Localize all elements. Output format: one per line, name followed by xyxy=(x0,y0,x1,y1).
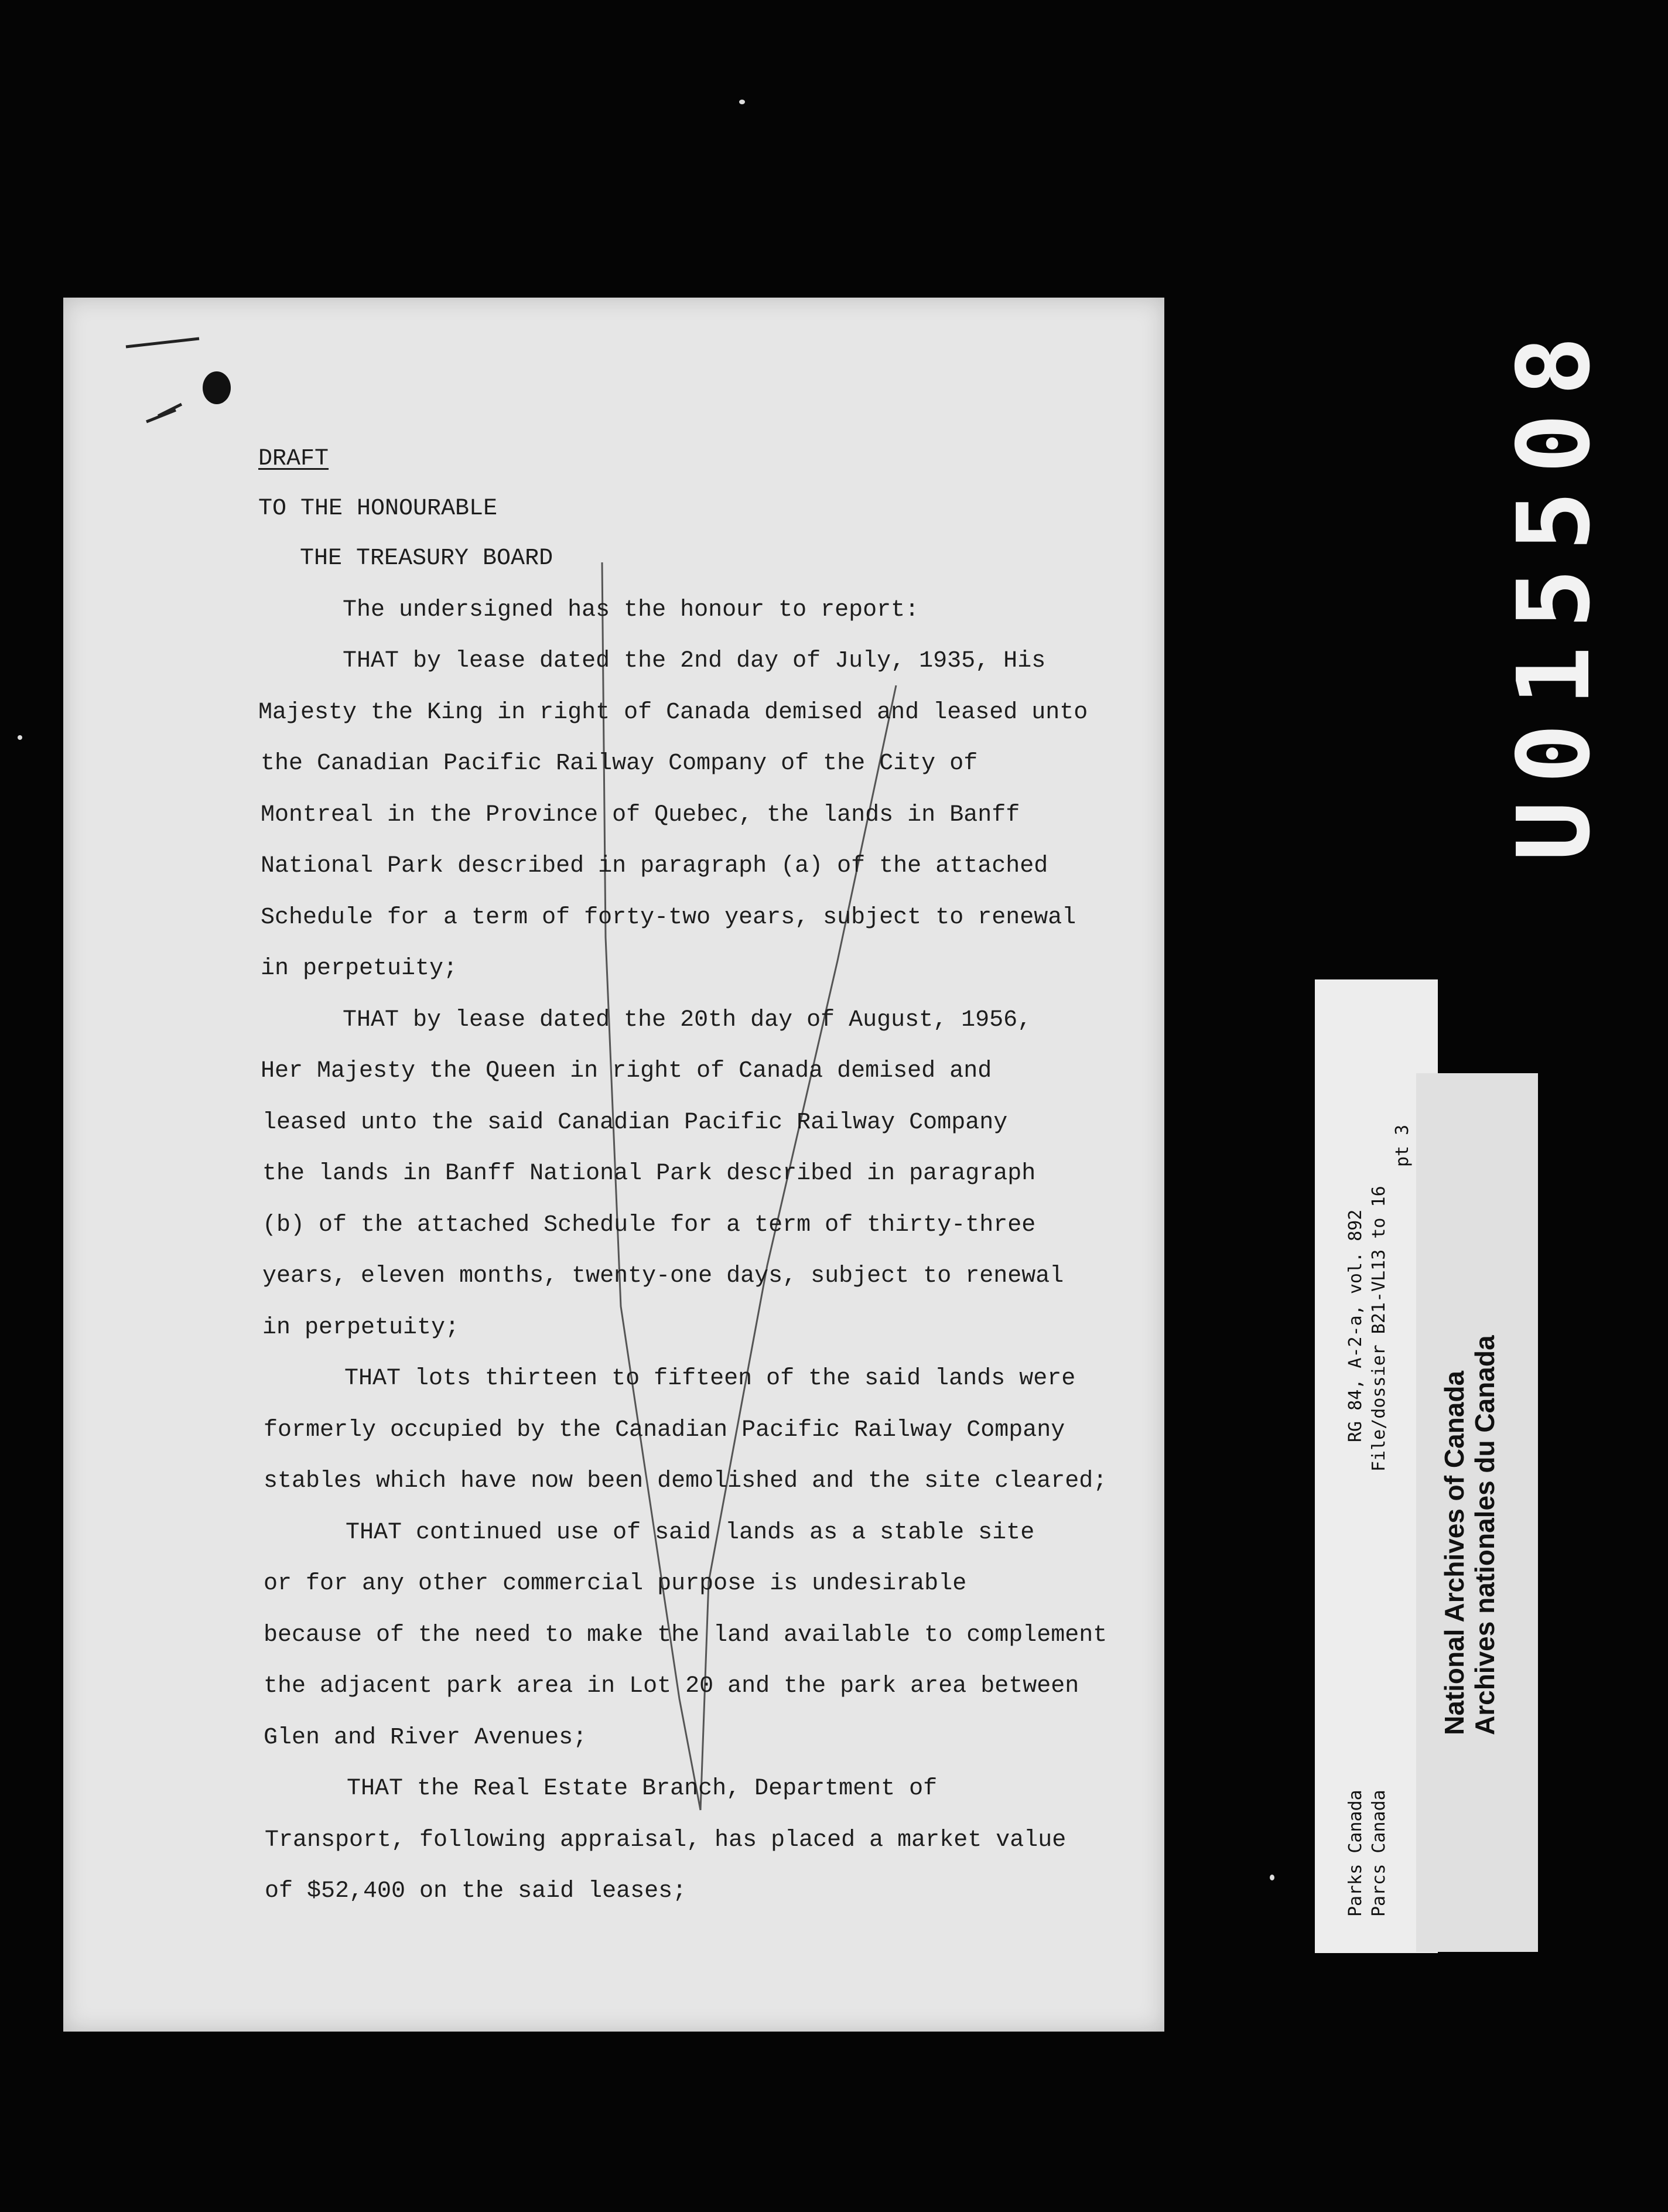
body-line: (b) of the attached Schedule for a term of thirty-three xyxy=(262,1212,1036,1238)
body-line: Majesty the King in right of Canada demised and leased unto xyxy=(258,699,1088,726)
body-line: the Canadian Pacific Railway Company of the City of xyxy=(261,750,978,777)
dust-speck xyxy=(18,735,22,740)
body-line: Glen and River Avenues; xyxy=(264,1725,587,1751)
archive-line: Archives nationales du Canada xyxy=(1469,1335,1500,1735)
body-line: because of the need to make the land available to complement xyxy=(264,1622,1108,1648)
body-line: THAT by lease dated the 2nd day of July, 1935, His xyxy=(343,648,1046,674)
label-line: RG 84, A-2-a, vol. 892 xyxy=(1345,1209,1366,1442)
body-line: in perpetuity; xyxy=(262,1315,460,1341)
archive-line: National Archives of Canada xyxy=(1439,1370,1469,1735)
address-line: THE TREASURY BOARD xyxy=(300,545,553,572)
body-line: THAT lots thirteen to fifteen of the said lands were xyxy=(344,1366,1076,1392)
dust-speck xyxy=(739,100,745,104)
label-line: File/dossier B21-VL13 to 16 xyxy=(1369,1186,1389,1472)
body-line: National Park described in paragraph (a) of the attached xyxy=(261,853,1048,879)
body-line: leased unto the said Canadian Pacific Railway Company xyxy=(262,1110,1008,1136)
body-line: Her Majesty the Queen in right of Canada demised and xyxy=(261,1058,992,1084)
body-line: years, eleven months, twenty-one days, subject to renewal xyxy=(262,1263,1064,1289)
film-frame-number: U015508 xyxy=(1496,318,1612,861)
document-heading: DRAFT xyxy=(258,446,329,472)
body-line: THAT the Real Estate Branch, Department of xyxy=(347,1776,938,1802)
body-line: in perpetuity; xyxy=(261,955,458,982)
body-line: Transport, following appraisal, has placed a market value xyxy=(265,1827,1067,1853)
label-line: Parcs Canada xyxy=(1369,1790,1389,1917)
body-line: stables which have now been demolished and the site cleared; xyxy=(264,1468,1108,1494)
label-line: Parks Canada xyxy=(1345,1790,1366,1917)
body-line: Schedule for a term of forty-two years, subject to renewal xyxy=(261,904,1076,931)
dust-speck xyxy=(1270,1875,1274,1880)
body-line: or for any other commercial purpose is undesirable xyxy=(264,1571,967,1597)
archives-tab xyxy=(1416,1073,1538,1952)
body-line: The undersigned has the honour to report: xyxy=(343,597,920,623)
body-line: the adjacent park area in Lot 20 and the park area between xyxy=(264,1673,1079,1699)
body-line: the lands in Banff National Park described in paragraph xyxy=(262,1160,1036,1187)
body-line: of $52,400 on the said leases; xyxy=(265,1878,687,1904)
body-line: THAT continued use of said lands as a stable site xyxy=(346,1520,1035,1546)
body-line: formerly occupied by the Canadian Pacific Railway Company xyxy=(264,1417,1065,1443)
label-line: pt 3 xyxy=(1392,1124,1413,1167)
body-line: Montreal in the Province of Quebec, the lands in Banff xyxy=(261,802,1020,828)
body-line: THAT by lease dated the 20th day of August, 1956, xyxy=(343,1007,1032,1033)
address-line: TO THE HONOURABLE xyxy=(258,496,498,522)
